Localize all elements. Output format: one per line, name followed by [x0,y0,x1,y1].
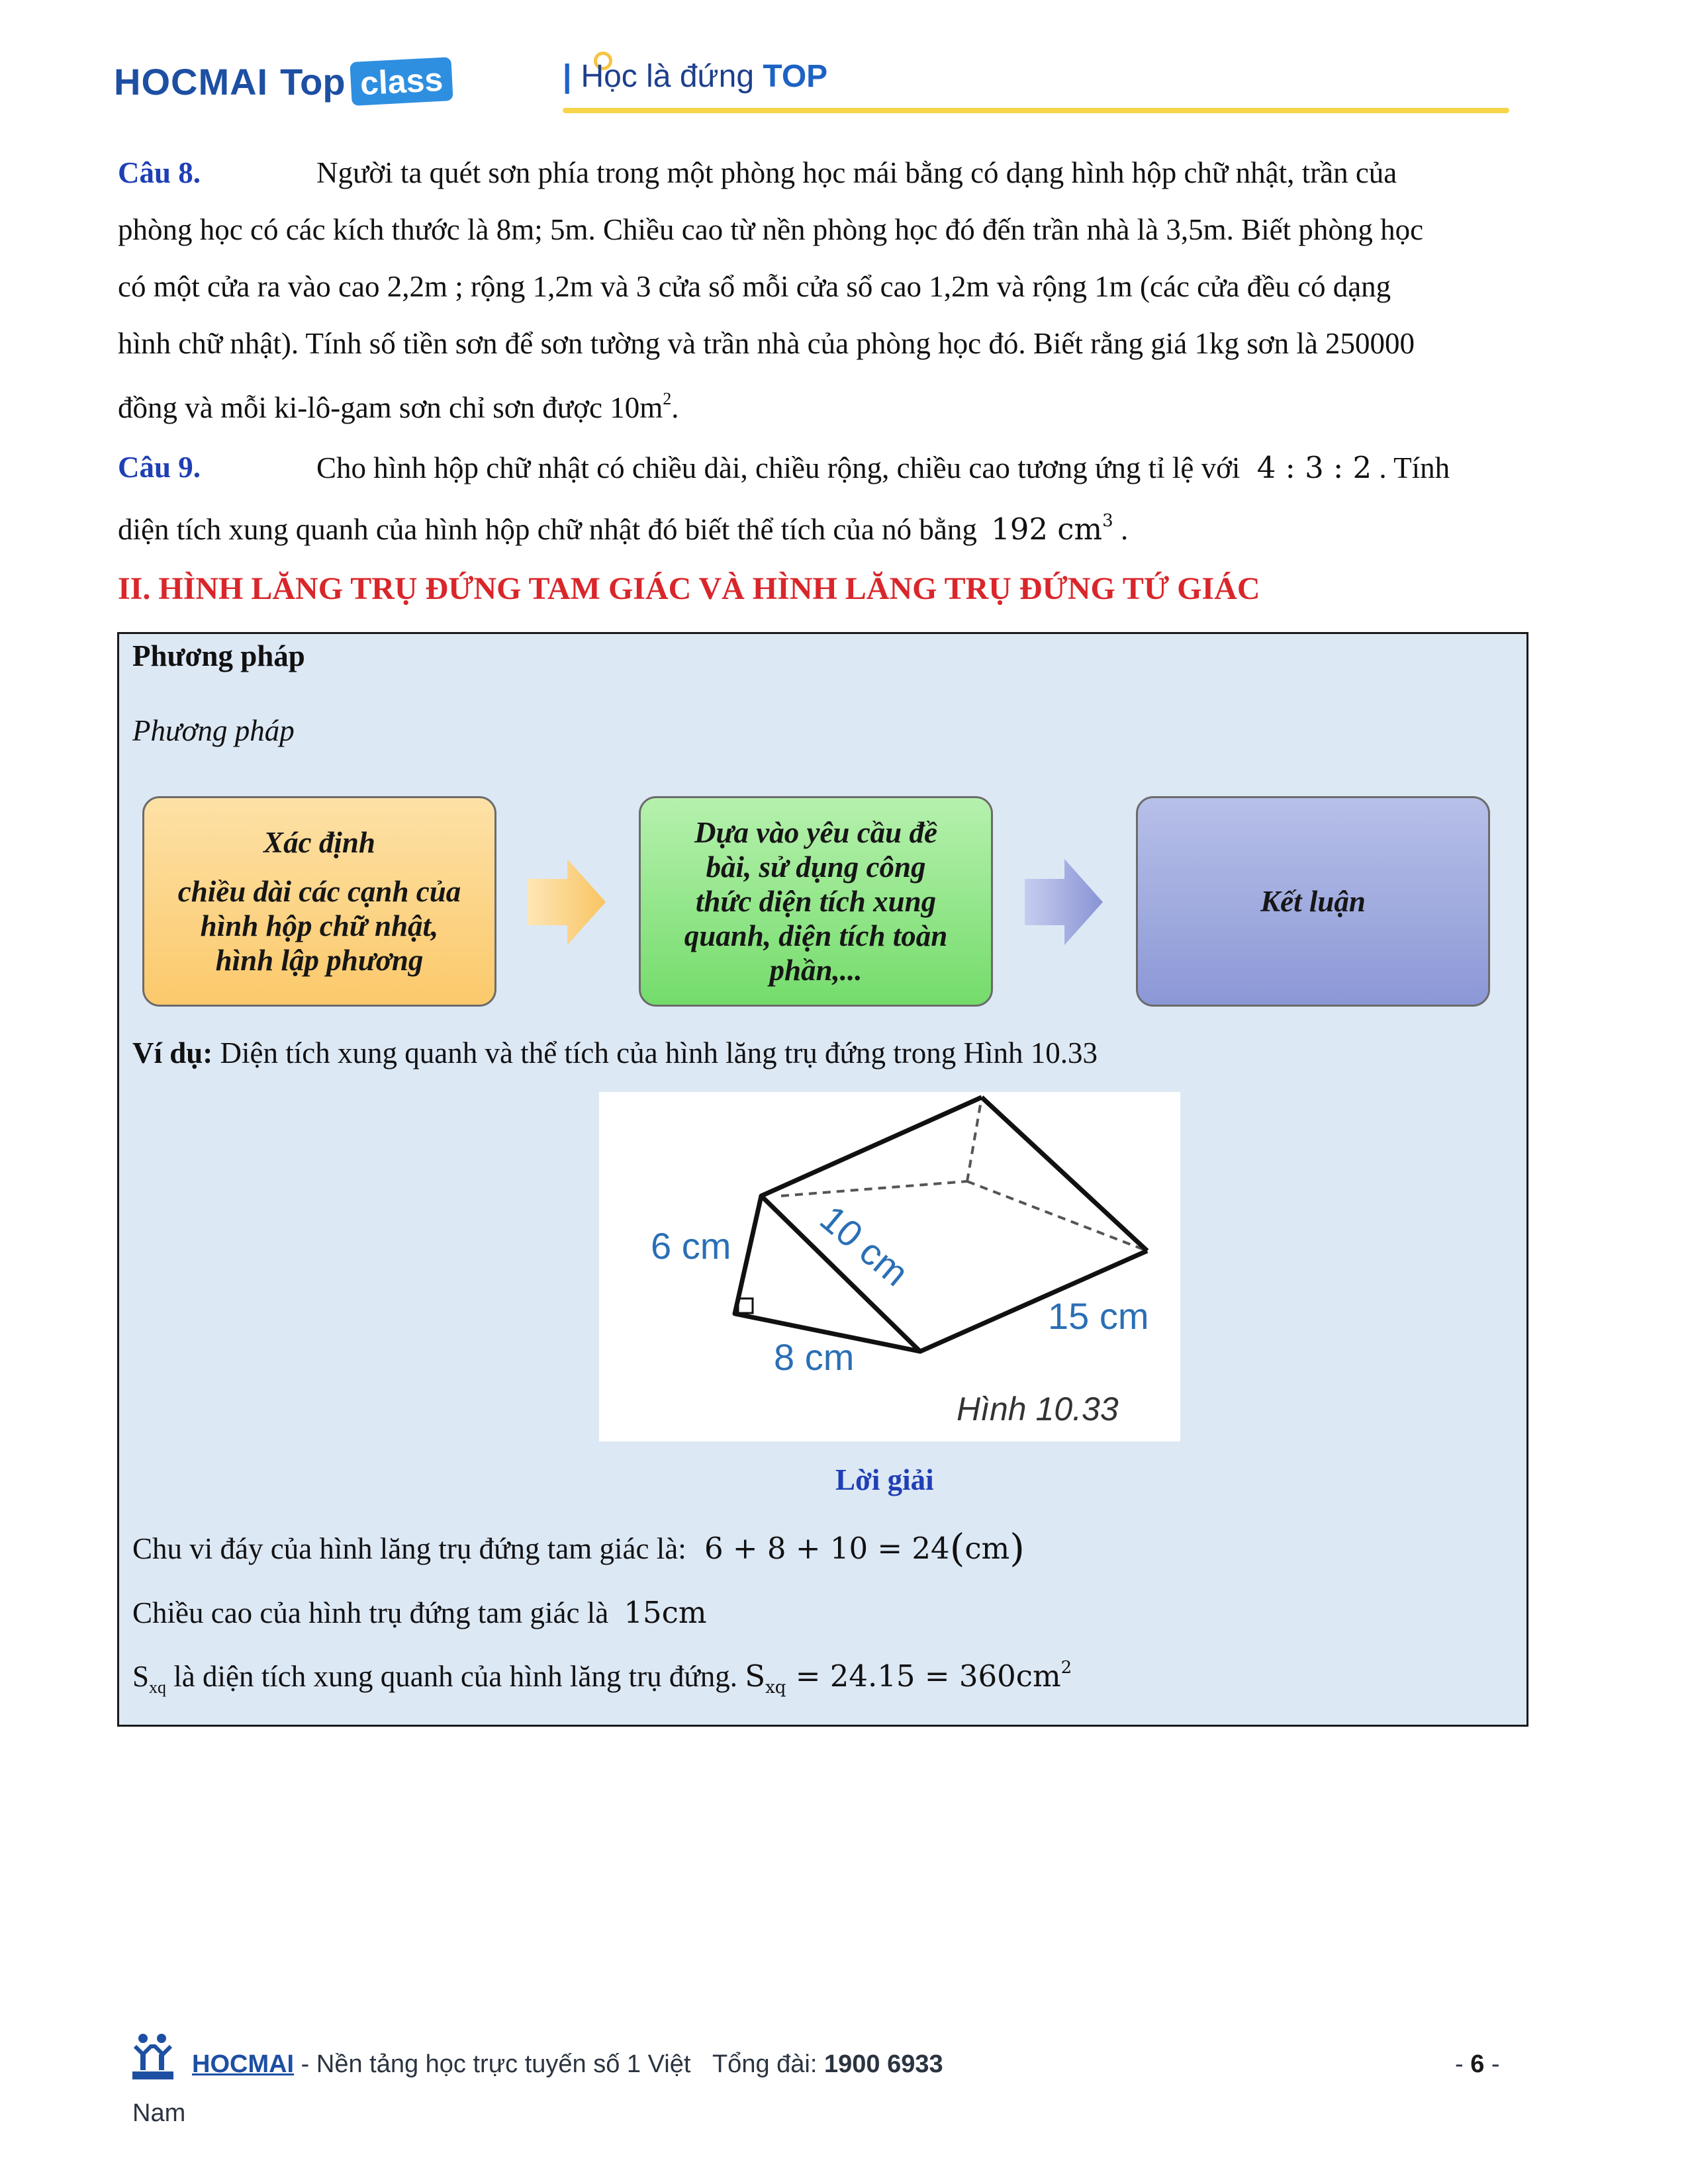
solution-line-3 [132,1658,1072,1698]
sxq-formula-sub: xq [765,1678,786,1698]
flow-2-line-4: quanh, diện tích toàn [684,919,948,952]
solution-1-text: Chu vi đáy của hình lăng trụ đứng tam giác là: [132,1532,686,1565]
flow-1-line-2: chiều dài các cạnh của [177,875,461,908]
solution-3-text: là diện tích xung quanh của hình lăng trụ đứng. [173,1660,737,1693]
flow-2-line-3: thức diện tích xung [695,885,937,918]
question-9-text-1 [316,450,1450,485]
question-9-line-2 [118,511,1128,547]
question-8-label: Câu 8. [118,156,201,189]
math-10m: 10m [610,391,663,424]
flow-1-line-4: hình lập phương [215,944,424,977]
question-9-text-2: diện tích xung quanh của hình hộp chữ nhật đó biết thể tích của nó bằng [118,513,977,546]
volume-value: 192 cm [991,512,1103,547]
header-tagline [563,58,827,95]
page-number [1455,2050,1500,2079]
method-subheading: Phương pháp [132,714,295,747]
prism-diagram [599,1092,1180,1441]
sxq-formula [745,1658,1072,1698]
hocmai-footer-logo-icon [130,2032,176,2082]
footer-text [192,2050,943,2079]
flow-1-line-1: Xác định [263,826,375,859]
solution-2-text: Chiều cao của hình trụ đứng tam giác là [132,1596,609,1629]
question-9-end-1: . Tính [1379,451,1450,484]
arrow-right-icon [1025,859,1104,945]
flow-2-line-5: phần,... [769,954,863,987]
flow-1-line-3: hình hộp chữ nhật, [200,909,439,942]
perimeter-math: 6 + 8 + 10 = 24 [704,1531,950,1566]
flow-step-identify [142,796,496,1007]
sxq-formula-s: S [745,1659,766,1694]
method-heading: Phương pháp [132,639,305,672]
footer-brand-link[interactable]: HOCMAI [192,2050,295,2078]
question-8-end: . [671,391,679,424]
footer-wrap-text: Nam [132,2099,186,2127]
page-value: 6 [1470,2050,1485,2078]
question-8-line-4: hình chữ nhật). Tính số tiền sơn để sơn tường và trần nhà của phòng học đó. Biết rằng giá 1kg sơn là 250000 [118,327,1415,360]
page-suffix: - [1491,2050,1500,2078]
arrow-right-icon [528,859,607,945]
sxq-formula-value: = 24.15 = 360cm [795,1659,1061,1694]
logo-brand: HOCMAI [114,60,269,103]
footer-hotline-label: Tổng đài: [712,2050,818,2078]
flow-2-line-1: Dựa vào yêu cầu đề [694,816,937,849]
solution-line-2 [132,1595,707,1630]
flow-step-conclusion [1136,796,1490,1007]
paren-open: ( [949,1525,965,1570]
logo-top: Top [280,60,346,103]
solution-line-1 [132,1525,1025,1570]
example-line [132,1036,1098,1070]
volume-math [991,512,1113,547]
footer-tagline: - Nền tảng học trực tuyến số 1 Việt [301,2050,691,2078]
height-math: 15cm [624,1595,707,1630]
question-9-end-2: . [1120,513,1129,546]
paren-close: ) [1009,1525,1025,1570]
section-title: II. HÌNH LĂNG TRỤ ĐỨNG TAM GIÁC VÀ HÌNH LĂNG TRỤ ĐỨNG TỨ GIÁC [118,571,1260,606]
question-8-line-2: phòng học có các kích thước là 8m; 5m. Chiều cao từ nền phòng học đó đến trần nhà là 3,5m. Biết phòng học [118,213,1424,246]
prism-figure [599,1092,1180,1441]
question-8-math [610,391,671,424]
flow-step-apply-formula [639,796,993,1007]
label-6cm: 6 cm [651,1225,731,1267]
logo-class: class [350,57,453,106]
sxq-sub: xq [149,1678,167,1697]
flow-3-line-1: Kết luận [1260,885,1366,918]
sxq-symbol [132,1660,167,1697]
tagline-text: Học là đứng [581,59,755,94]
sxq-s: S [132,1660,150,1693]
label-15cm: 15 cm [1048,1295,1149,1337]
perimeter-unit: cm [964,1531,1010,1566]
question-8-line-5-text: đồng và mỗi ki-lô-gam sơn chỉ sơn được [118,391,602,424]
sxq-formula-sup: 2 [1060,1658,1072,1678]
hocmai-topclass-logo [114,52,452,111]
solution-title: Lời giải [835,1463,934,1496]
header-underline [563,108,1509,113]
question-8-line-5 [118,389,679,425]
example-label: Ví dụ: [132,1036,213,1069]
example-text: Diện tích xung quanh và thể tích của hình lăng trụ đứng trong Hình 10.33 [220,1036,1098,1069]
question-8-line-3: có một cửa ra vào cao 2,2m ; rộng 1,2m và 3 cửa sổ mỗi cửa sổ cao 1,2m và rộng 1m (các cửa đều có dạng [118,270,1391,303]
footer-hotline: 1900 6933 [823,2050,943,2078]
label-8cm: 8 cm [774,1336,855,1378]
page-prefix: - [1455,2050,1464,2078]
volume-sup: 3 [1102,511,1113,531]
question-8-line-1 [118,156,1397,190]
flow-2-line-2: bài, sử dụng công [706,850,926,884]
math-sup: 2 [663,389,672,408]
question-9-line-1 [118,450,1450,485]
label-10cm: 10 cm [812,1197,917,1295]
question-9-text: Cho hình hộp chữ nhật có chiều dài, chiều rộng, chiều cao tương ứng tỉ lệ với [316,451,1241,484]
figure-caption: Hình 10.33 [957,1390,1119,1428]
ratio-math: 4 : 3 : 2 [1256,450,1372,485]
tagline-top: TOP [763,59,828,94]
question-9-label: Câu 9. [118,451,201,484]
divider-bar: | [563,59,572,94]
question-8-text-1: Người ta quét sơn phía trong một phòng học mái bằng có dạng hình hộp chữ nhật, trần của [316,156,1397,189]
